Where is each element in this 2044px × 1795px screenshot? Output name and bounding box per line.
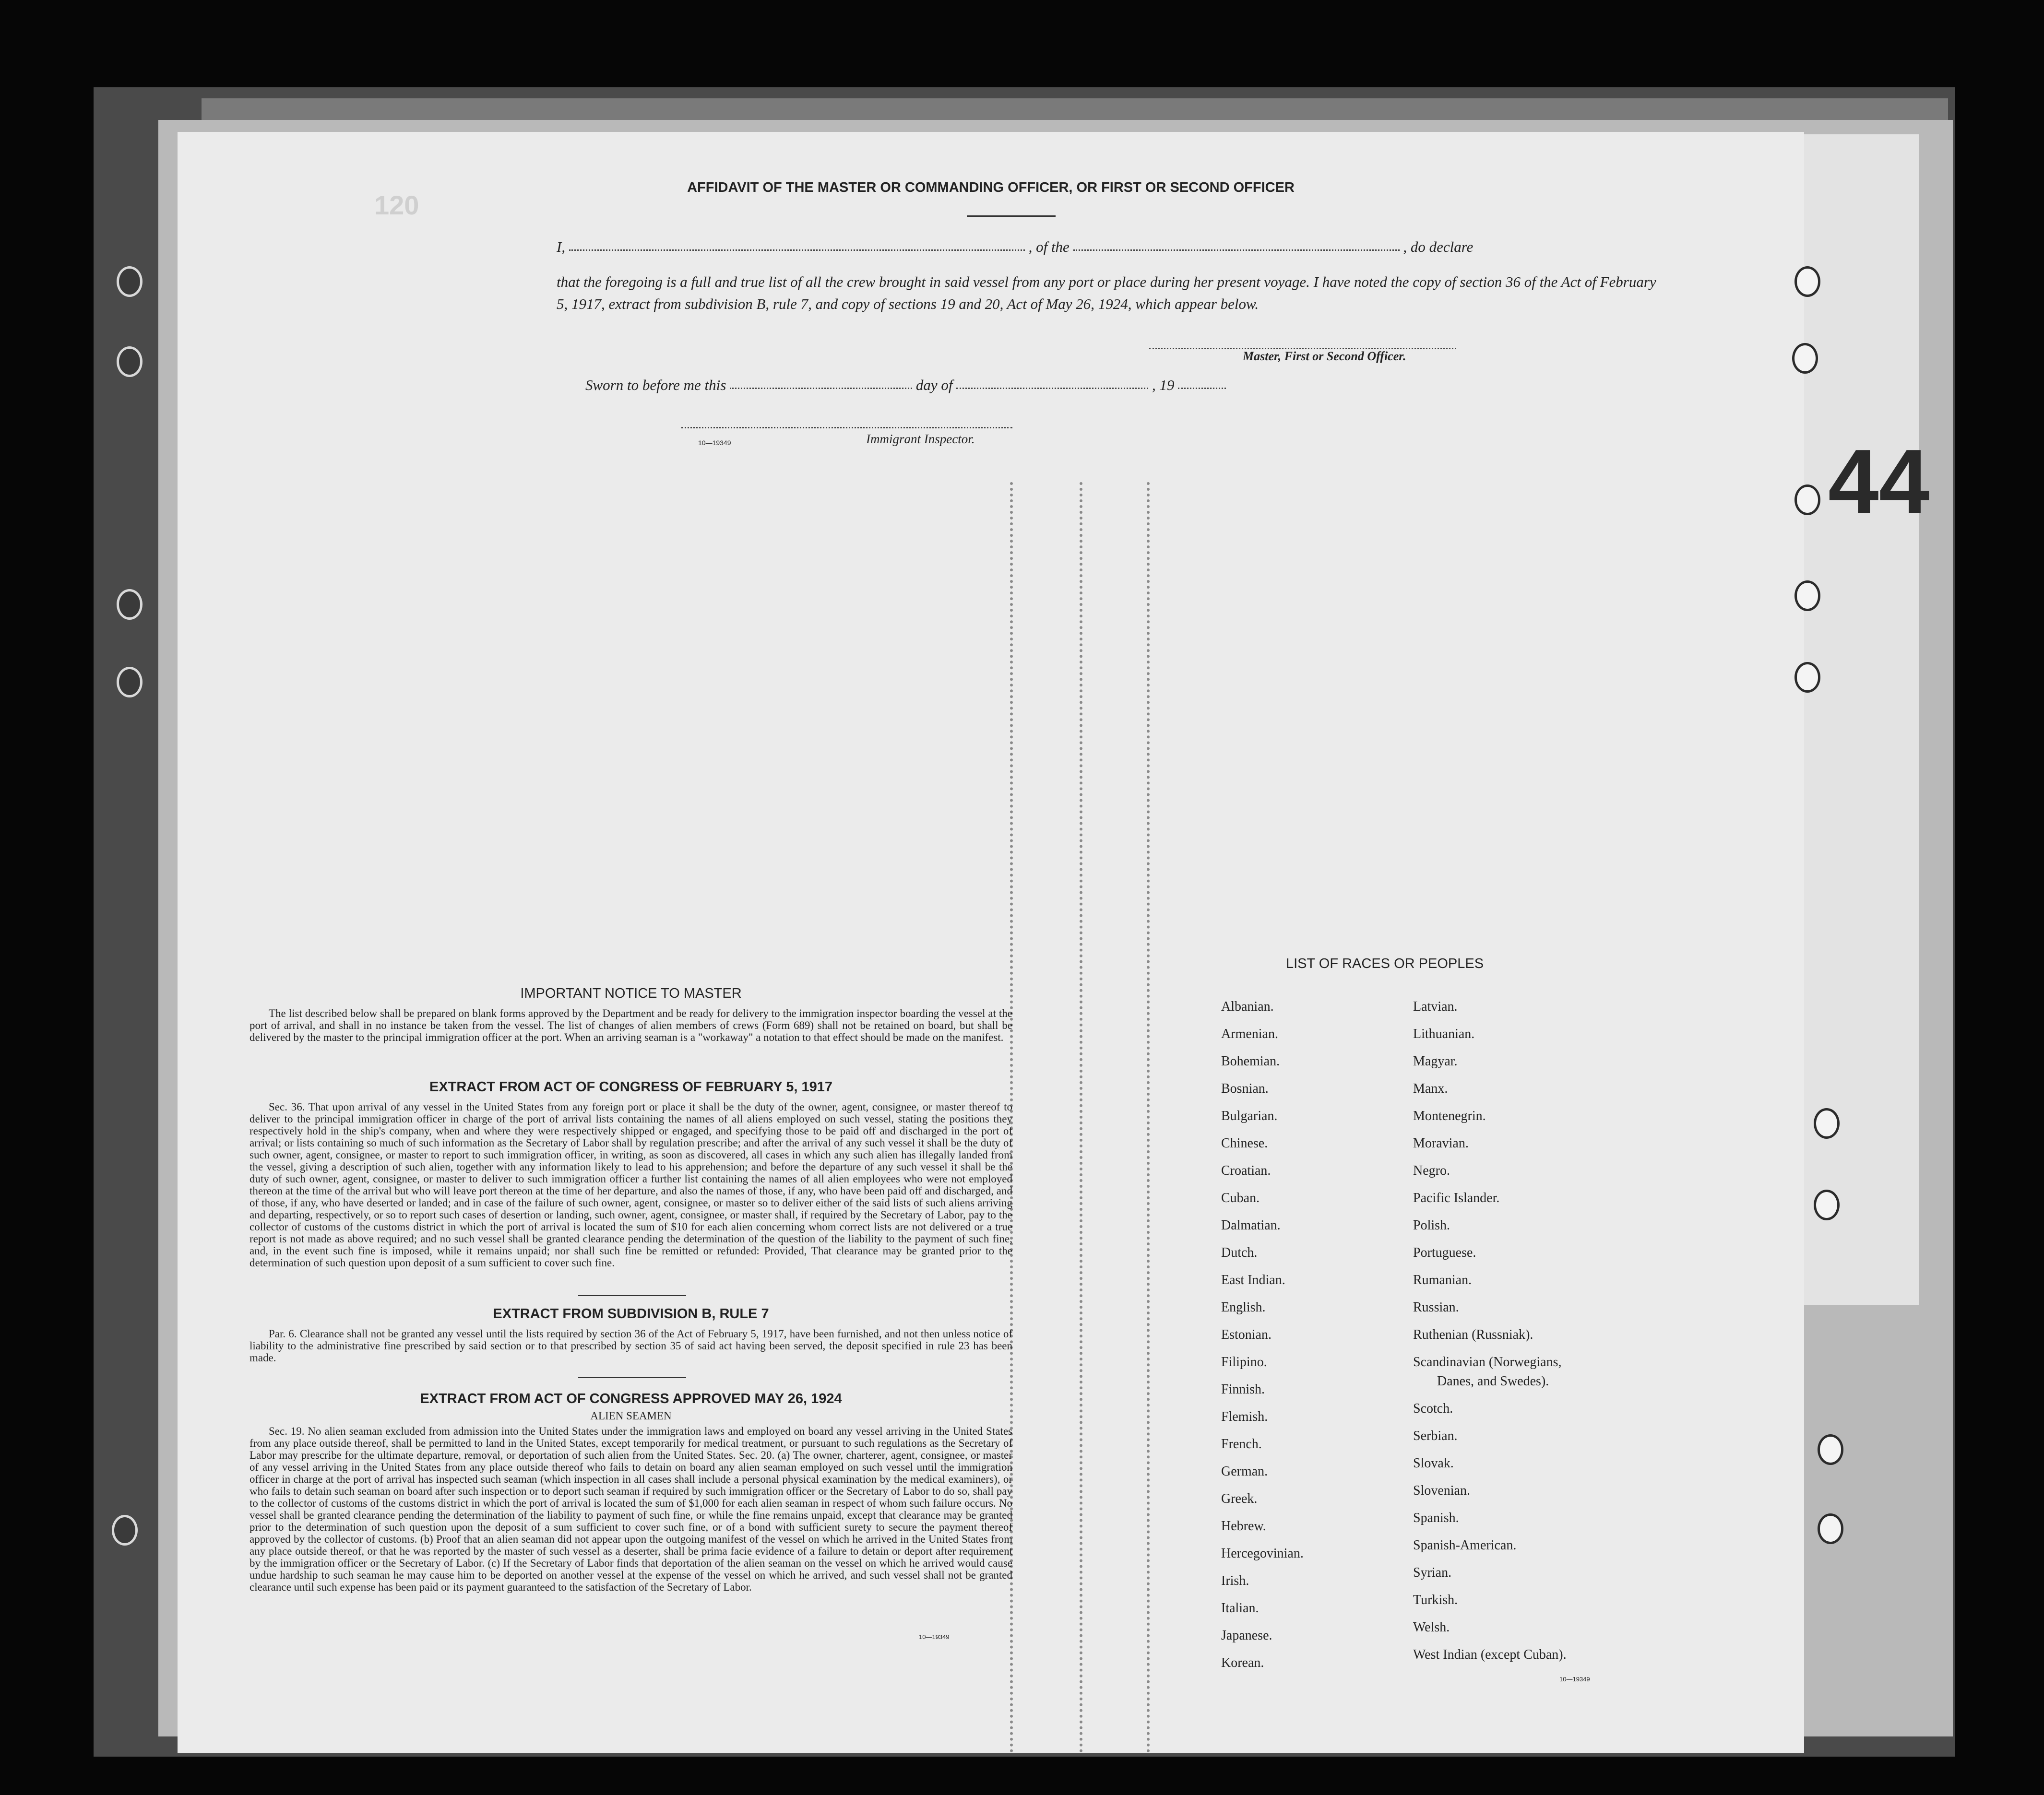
column-rule	[1147, 482, 1150, 1753]
race-item: Italian.	[1221, 1601, 1259, 1616]
binder-hole	[112, 1515, 138, 1546]
affidavit-page	[178, 132, 1930, 1753]
race-item: Cuban.	[1221, 1191, 1260, 1205]
race-item: Flemish.	[1221, 1409, 1268, 1424]
race-item: Pacific Islander.	[1413, 1191, 1500, 1205]
race-item: Filipino.	[1221, 1355, 1267, 1370]
notice-title: IMPORTANT NOTICE TO MASTER	[520, 986, 742, 1001]
race-item: Negro.	[1413, 1163, 1450, 1178]
column-rule	[1080, 482, 1082, 1753]
signature-label: Master, First or Second Officer.	[1243, 349, 1406, 363]
binder-hole	[1794, 580, 1820, 611]
race-item: Irish.	[1221, 1573, 1249, 1588]
extract-1917-title: EXTRACT FROM ACT OF CONGRESS OF FEBRUARY 5, 1917	[429, 1079, 833, 1095]
affidavit-body: that the foregoing is a full and true list of all the crew brought in said vessel from any port or place during her present voyage. I have noted the copy of section 36 of the Act of February 5, 1917, extract from subdivision B, rule 7, and copy of sections 19 and 20, Act of May 26, 1924, which appear below.	[557, 273, 1656, 312]
race-item: Rumanian.	[1413, 1273, 1472, 1287]
binder-hole	[117, 266, 143, 297]
race-item: Welsh.	[1413, 1620, 1450, 1635]
race-item: Syrian.	[1413, 1565, 1452, 1580]
race-item: Slovenian.	[1413, 1483, 1470, 1498]
races-title: LIST OF RACES OR PEOPLES	[1286, 956, 1484, 971]
race-item: Croatian.	[1221, 1163, 1271, 1178]
race-item: Greek.	[1221, 1491, 1258, 1506]
race-item: Hercegovinian.	[1221, 1546, 1304, 1561]
extract-1924-section	[250, 1391, 1012, 1593]
rule7-section	[250, 1306, 1012, 1364]
race-item: Armenian.	[1221, 1027, 1278, 1041]
sworn-year: , 19	[1152, 377, 1175, 393]
race-item: Montenegrin.	[1413, 1109, 1486, 1123]
races-right-column	[1413, 999, 1567, 1675]
race-item: Serbian.	[1413, 1429, 1458, 1443]
binder-hole	[1794, 662, 1820, 693]
race-item: Spanish-American.	[1413, 1538, 1517, 1553]
race-item: Latvian.	[1413, 999, 1458, 1014]
race-item: Russian.	[1413, 1300, 1459, 1315]
race-item: Scandinavian (Norwegians,	[1413, 1355, 1562, 1370]
races-form-number: 10—19349	[1559, 1676, 1590, 1683]
affidavit-form-number: 10—19349	[698, 439, 731, 447]
race-item: Portuguese.	[1413, 1245, 1476, 1260]
race-item: English.	[1221, 1300, 1266, 1315]
race-item: Magyar.	[1413, 1054, 1458, 1069]
declare-end: , do declare	[1403, 238, 1474, 255]
race-item: Moravian.	[1413, 1136, 1469, 1151]
rule7-title: EXTRACT FROM SUBDIVISION B, RULE 7	[493, 1306, 769, 1322]
race-item: Estonian.	[1221, 1327, 1272, 1342]
day-blank	[730, 384, 912, 389]
sworn-day-of: day of	[915, 377, 953, 393]
race-item: East Indian.	[1221, 1273, 1285, 1287]
extract-1924-text: Sec. 19. No alien seaman excluded from admission into the United States under the immigration laws and employed on board any vessel arriving in the United States from any place outside thereof, shall be permitted to land in the United States, except temporarily for medical treatment, or pursuant to such regulations as the Secretary of Labor may prescribe for the ultimate departure, removal, or deportation of such alien from the United States. Sec. 20. (a) The owner, charterer, agent, consignee, or master of any vessel arriving in the United States from any place outside thereof who fails to detain on board any alien seaman employed on such vessel until the immigration officer in charge at the port of arrival has inspected such seaman (which inspection in all cases shall include a personal physical examination by the medical examiners), or who fails to detain such seaman on board after such inspection or to deport such seaman if required by such immigration officer or the Secretary of Labor to do so, shall pay to the collector of customs of the customs district in which the port of arrival is located the sum of $1,000 for each alien seaman in respect of whom such failure occurs. No vessel shall be granted clearance pending the determination of the liability to payment of such fine, or while the fine remains unpaid, except that clearance may be granted prior to the determination of such question upon the deposit of a sum sufficient to cover such fine, or of a bond with sufficient surety to secure the payment thereof approved by the collector of customs. (b) Proof that an alien seaman did not appear upon the outgoing manifest of the vessel on which he arrived in the United States from any place outside thereof, or that he was reported by the master of such vessel as a deserter, shall be prima facie evidence of a failure to detain or deport after requirement by the immigration officer or the Secretary of Labor. (c) If the Secretary of Labor finds that deportation of the alien seaman on the vessel on which he arrived would cause undue hardship to such seaman he may cause him to be deported on another vessel at the expense of the vessel on which he arrived, and such vessel shall not be granted clearance until such expense has been paid or its payment guaranteed to the satisfaction of the Secretary of Labor.	[250, 1425, 1012, 1593]
section-rule	[578, 1295, 686, 1296]
race-item: Albanian.	[1221, 999, 1274, 1014]
sworn-line	[585, 377, 1226, 394]
inspector-label: Immigrant Inspector.	[866, 432, 975, 446]
declare-i: I,	[557, 238, 566, 255]
extract-1917-text: Sec. 36. That upon arrival of any vessel in the United States from any foreign port or place it shall be the duty of the owner, agent, consignee, or master thereof to deliver to the principal immigration officer in charge of the port of arrival lists containing the names of all aliens employed on such vessel, stating the positions they respectively hold in the ship's company, when and where they were respectively shipped or engaged, and specifying those to be paid off and discharged in the port of arrival; or lists containing so much of such information as the Secretary of Labor shall by regulation prescribe; and after the arrival of any such vessel it shall be the duty of such owner, agent, consignee, or master to report to such immigration officer, in writing, as soon as discovered, all cases in which any such alien has illegally landed from the vessel, giving a description of such alien, together with any information likely to lead to his apprehension; and before the departure of any such vessel it shall be the duty of such owner, agent, consignee, or master to deliver to such immigration officer a further list containing the names of all alien employees who were not employed thereon at the time of the arrival but who will leave port thereon at the time of her departure, and also the names of those, if any, who have been paid off and discharged, and of those, if any, who have deserted or landed; and in case of the failure of such owner, agent, consignee, or master so to deliver either of the said lists of such aliens arriving and departing, respectively, or so to report such cases of desertion or landing, such owner, agent, consignee, or master shall, if required by the Secretary of Labor, pay to the collector of customs of the customs district in which the port of arrival is located the sum of $10 for each alien concerning whom correct lists are not delivered or a true report is not made as above required; and no such vessel shall be granted clearance pending the determination of the question of the liability to the payment of such fine, and, in the event such fine is imposed, while it remains unpaid; nor shall such fine be remitted or refunded: Provided, That clearance may be granted prior to the determination of such question upon deposit of a sum sufficient to cover such fine.	[250, 1101, 1012, 1269]
inspector-line	[681, 427, 1012, 428]
race-item: Spanish.	[1413, 1511, 1459, 1525]
race-item: French.	[1221, 1437, 1262, 1452]
race-item: Dalmatian.	[1221, 1218, 1281, 1233]
alien-seamen-subtitle: ALIEN SEAMEN	[590, 1410, 672, 1422]
month-blank	[956, 384, 1148, 389]
extract-1917-section	[250, 1079, 1012, 1269]
races-left-column	[1221, 999, 1304, 1683]
race-item: Finnish.	[1221, 1382, 1265, 1397]
race-item: West Indian (except Cuban).	[1413, 1647, 1567, 1662]
binder-hole	[1814, 1108, 1840, 1139]
page-number: 120	[374, 190, 419, 220]
declaration-line	[557, 238, 1660, 256]
extract-1924-title: EXTRACT FROM ACT OF CONGRESS APPROVED MAY 26, 1924	[420, 1391, 842, 1406]
binder-hole	[117, 589, 143, 620]
race-item: Danes, and Swedes).	[1437, 1374, 1549, 1389]
declare-of-the: , of the	[1028, 238, 1070, 255]
handwritten-number: 44	[1828, 431, 1930, 532]
binder-hole	[1818, 1434, 1843, 1465]
race-item: German.	[1221, 1464, 1268, 1479]
race-item: Turkish.	[1413, 1593, 1458, 1607]
race-item: Chinese.	[1221, 1136, 1268, 1151]
binder-hole	[117, 667, 143, 697]
binder-hole	[117, 346, 143, 377]
rule7-text: Par. 6. Clearance shall not be granted any vessel until the lists required by section 36 of the Act of February 5, 1917, have been furnished, and not then unless notice of liability to the administrative fine prescribed by said section or to that prescribed by section 35 of said act having been served, the deposit specified in rule 23 has been made.	[250, 1328, 1012, 1364]
notice-section	[250, 986, 1012, 1043]
binder-hole	[1794, 484, 1820, 515]
race-item: Lithuanian.	[1413, 1027, 1475, 1041]
sworn-start: Sworn to before me this	[585, 377, 726, 393]
binder-hole	[1814, 1190, 1840, 1220]
notice-text: The list described below shall be prepared on blank forms approved by the Department and be ready for delivery to the immigration inspector boarding the vessel at the port of arrival, and shall in no instance be taken from the vessel. The list of changes of alien members of crews (Form 689) shall not be retained on board, but shall be delivered by the master to the principal immigration officer at the port. When an arriving seaman is a "workaway" a notation to that effect should be made on the manifest.	[250, 1007, 1012, 1043]
race-item: Bohemian.	[1221, 1054, 1280, 1069]
race-item: Polish.	[1413, 1218, 1450, 1233]
race-item: Bosnian.	[1221, 1081, 1269, 1096]
binder-hole	[1792, 343, 1818, 374]
extract-form-number: 10—19349	[919, 1633, 950, 1641]
vessel-blank	[1073, 246, 1400, 251]
race-item: Korean.	[1221, 1655, 1264, 1670]
race-item: Slovak.	[1413, 1456, 1454, 1471]
affidavit-title: AFFIDAVIT OF THE MASTER OR COMMANDING OFFICER, OR FIRST OR SECOND OFFICER	[687, 180, 1295, 195]
section-rule	[578, 1377, 686, 1378]
race-item: Hebrew.	[1221, 1519, 1266, 1534]
race-item: Japanese.	[1221, 1628, 1272, 1643]
year-blank	[1178, 384, 1226, 389]
name-blank	[569, 246, 1025, 251]
race-item: Bulgarian.	[1221, 1109, 1278, 1123]
title-rule	[967, 215, 1056, 217]
race-item: Ruthenian (Russniak).	[1413, 1327, 1533, 1342]
binder-hole	[1818, 1513, 1843, 1544]
race-item: Scotch.	[1413, 1401, 1453, 1416]
binder-hole	[1794, 266, 1820, 297]
race-item: Manx.	[1413, 1081, 1448, 1096]
race-item: Dutch.	[1221, 1245, 1258, 1260]
